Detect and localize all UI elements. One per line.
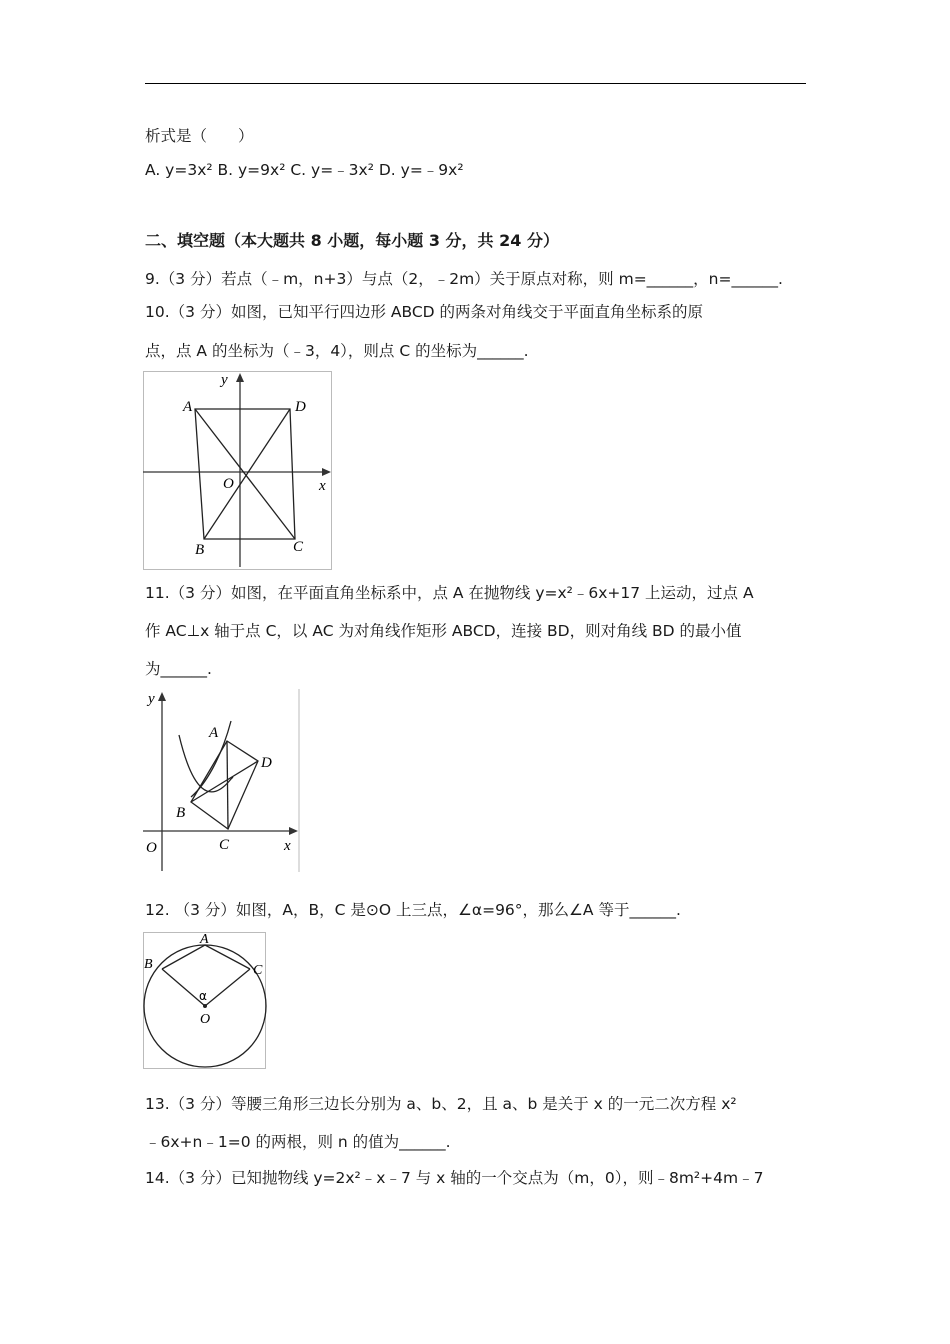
- fig10-label-a: A: [183, 399, 193, 415]
- fig11-label-c: C: [219, 837, 230, 853]
- fig11-label-d: D: [261, 755, 272, 771]
- fig10-label-o: O: [223, 476, 234, 492]
- question-11-line-1: 11.（3 分）如图，在平面直角坐标系中，点 A 在抛物线 y=x²﹣6x+17 上运动，过点 A: [145, 584, 754, 602]
- question-13-line-2: ﹣6x+n﹣1=0 的两根，则 n 的值为______.: [145, 1133, 451, 1151]
- figure-parabola-rectangle: [143, 689, 301, 873]
- question-11-line-3: 为______.: [145, 660, 212, 678]
- figure-circle-angle: [143, 932, 267, 1070]
- section-heading: 二、填空题（本大题共 8 小题，每小题 3 分，共 24 分）: [145, 231, 559, 250]
- fig10-label-x: x: [319, 478, 326, 494]
- fig10-label-b: B: [195, 542, 205, 558]
- figure-parallelogram: [143, 371, 333, 571]
- question-14-line-1: 14.（3 分）已知抛物线 y=2x²﹣x﹣7 与 x 轴的一个交点为（m，0），则﹣8m²+4m﹣7: [145, 1169, 764, 1187]
- question-10-line-1: 10.（3 分）如图，已知平行四边形 ABCD 的两条对角线交于平面直角坐标系的原: [145, 303, 704, 321]
- fig12-label-c: C: [253, 963, 263, 978]
- fig11-label-y: y: [148, 691, 155, 707]
- fig10-label-c: C: [293, 539, 304, 555]
- header-rule: [145, 83, 806, 84]
- question-11-line-2: 作 AC⊥x 轴于点 C，以 AC 为对角线作矩形 ABCD，连接 BD，则对角线 BD 的最小值: [145, 622, 742, 640]
- fig10-label-d: D: [295, 399, 306, 415]
- fig11-label-b: B: [176, 805, 186, 821]
- fig11-label-o: O: [146, 840, 157, 856]
- fig12-label-o: O: [200, 1012, 211, 1027]
- question-13-line-1: 13.（3 分）等腰三角形三边长分别为 a、b、2，且 a、b 是关于 x 的一元二次方程 x²: [145, 1095, 737, 1113]
- fig11-label-a: A: [209, 725, 219, 741]
- fig10-label-y: y: [221, 372, 228, 388]
- fig12-label-alpha: α: [199, 989, 207, 1003]
- fig12-label-a: A: [200, 932, 209, 947]
- prev-question-options: A. y=3x² B. y=9x² C. y=﹣3x² D. y=﹣9x²: [145, 161, 464, 179]
- question-10-line-2: 点，点 A 的坐标为（﹣3，4），则点 C 的坐标为______.: [145, 342, 529, 360]
- question-9: 9.（3 分）若点（﹣m，n+3）与点（2，﹣2m）关于原点对称，则 m=______，n=______.: [145, 270, 783, 288]
- prev-question-stem: 析式是（ ）: [145, 127, 254, 145]
- fig12-label-b: B: [144, 957, 153, 972]
- fig11-label-x: x: [284, 838, 291, 854]
- question-12: 12. （3 分）如图，A，B，C 是⊙O 上三点，∠α=96°，那么∠A 等于______.: [145, 901, 681, 919]
